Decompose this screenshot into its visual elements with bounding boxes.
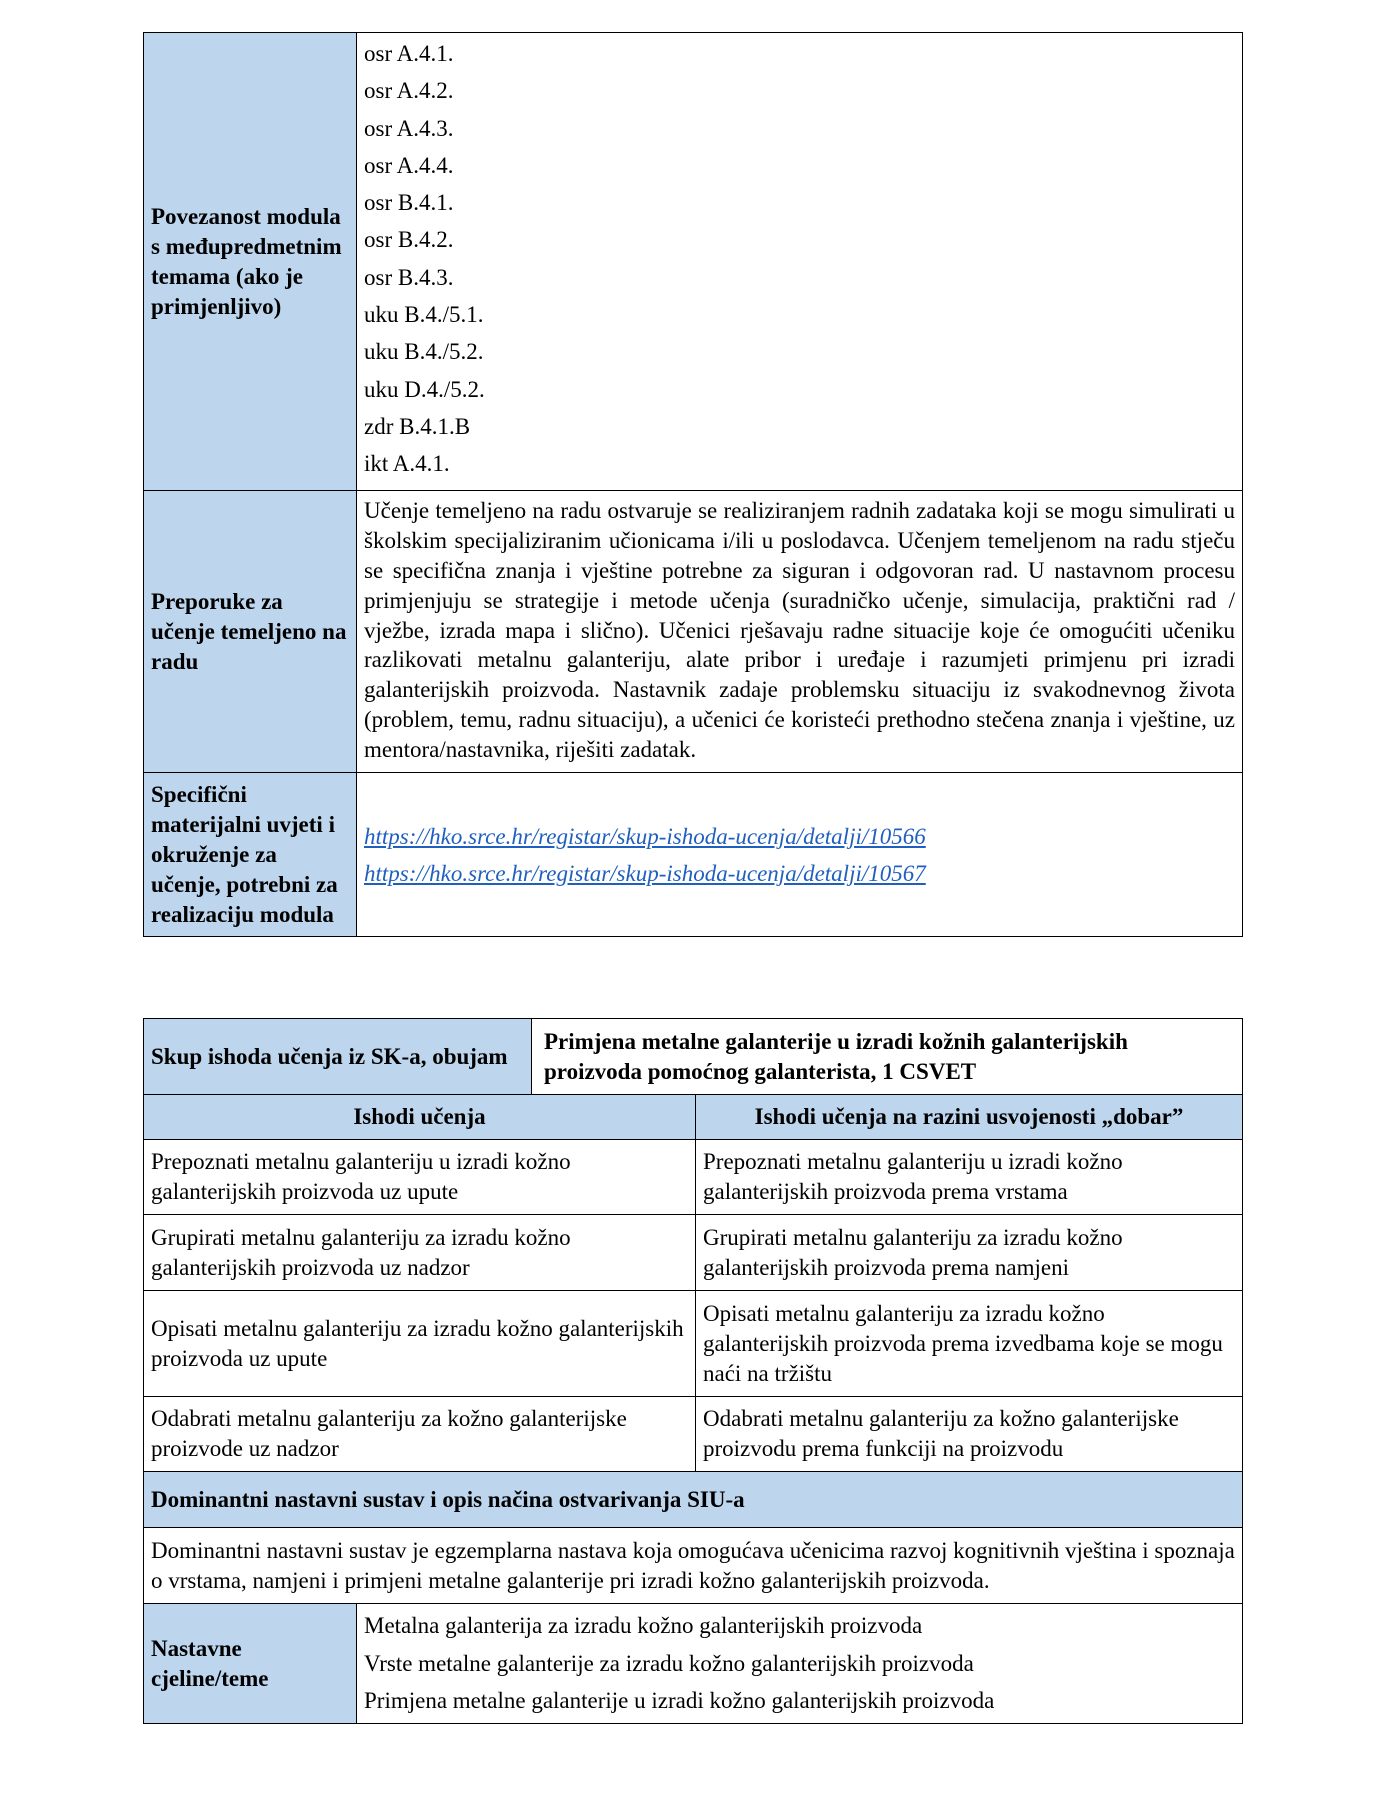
table-row [144,1604,1243,1724]
table-row [144,1528,1243,1604]
list-item: zdr B.4.1.B [364,413,471,439]
table-row [144,1140,1243,1215]
list-item: uku D.4./5.2. [364,376,485,402]
row-label: Povezanost modula s međupredmetnim temama (ako je primjenljivo) [144,33,357,491]
column-header: Ishodi učenja na razini usvojenosti „dobar” [696,1095,1243,1140]
links-cell [357,773,1243,937]
table-row [144,1291,1243,1397]
row-label: Specifični materijalni uvjeti i okruženje za učenje, potrebni za realizaciju modula [144,773,357,937]
registry-link[interactable]: https://hko.srce.hr/registar/skup-ishoda-ucenja/detalji/10566 [364,823,926,849]
module-info-table [143,32,1243,937]
list-item: osr A.4.2. [364,78,454,104]
table-row [144,491,1243,773]
learning-outcomes-table [143,1018,1243,1724]
units-cell [357,1604,1243,1724]
list-item: osr A.4.1. [364,41,454,66]
table-row [144,1472,1243,1528]
outcome-cell: Grupirati metalnu galanteriju za izradu kožno galanterijskih proizvoda uz nadzor [144,1215,696,1291]
list-item: uku B.4./5.1. [364,302,484,328]
table-row [144,33,1243,491]
table-row [144,1019,1243,1095]
row-label: Preporuke za učenje temeljeno na radu [144,491,357,773]
outcome-good-cell: Odabrati metalnu galanteriju za kožno galanterijske proizvodu prema funkciji na proizvodu [696,1397,1243,1472]
dominant-system-text: Dominantni nastavni sustav je egzemplarna nastava koja omogućava učenicima razvoj kognitivnih vještina i spoznaja o vrstama, namjeni i primjeni metalne galanterije pri izradi kožno galanterijskih proizvoda. [144,1528,1243,1604]
list-item: osr B.4.2. [364,227,454,253]
outcome-good-cell: Prepoznati metalnu galanteriju u izradi kožno galanterijskih proizvoda prema vrstama [696,1140,1243,1215]
table-row [144,1095,1243,1140]
list-item: Metalna galanterija za izradu kožno galanterijskih proizvoda [364,1613,923,1639]
list-item: Primjena metalne galanterije u izradi kožno galanterijskih proizvoda [364,1688,995,1714]
units-label: Nastavne cjeline/teme [144,1604,357,1724]
column-header: Ishodi učenja [144,1095,696,1140]
codes-list [364,33,1235,485]
list-item: osr B.4.3. [364,264,454,290]
table-row [144,773,1243,937]
cross-curricular-codes-cell [357,33,1243,491]
table-row [144,1215,1243,1291]
set-value: Primjena metalne galanterije u izradi kožnih galanterijskih proizvoda pomoćnog galanterista, 1 CSVET [532,1019,1243,1095]
outcome-cell: Odabrati metalnu galanteriju za kožno galanterijske proizvode uz nadzor [144,1397,696,1472]
outcome-good-cell: Opisati metalnu galanteriju za izradu kožno galanterijskih proizvoda prema izvedbama koje se mogu naći na tržištu [696,1291,1243,1397]
outcome-cell: Prepoznati metalnu galanteriju u izradi kožno galanterijskih proizvoda uz upute [144,1140,696,1215]
outcome-cell: Opisati metalnu galanteriju za izradu kožno galanterijskih proizvoda uz upute [144,1291,696,1397]
set-label: Skup ishoda učenja iz SK-a, obujam [144,1019,532,1095]
list-item: ikt A.4.1. [364,451,450,477]
list-item: osr A.4.4. [364,152,454,178]
table-row [144,1397,1243,1472]
list-item: Vrste metalne galanterije za izradu kožno galanterijskih proizvoda [364,1650,974,1676]
outcome-good-cell: Grupirati metalnu galanteriju za izradu kožno galanterijskih proizvoda prema namjeni [696,1215,1243,1291]
dominant-system-header: Dominantni nastavni sustav i opis načina ostvarivanja SIU-a [144,1472,1243,1528]
list-item: uku B.4./5.2. [364,339,484,365]
registry-link[interactable]: https://hko.srce.hr/registar/skup-ishoda-ucenja/detalji/10567 [364,860,926,886]
work-based-learning-text: Učenje temeljeno na radu ostvaruje se realiziranjem radnih zadataka koji se mogu simulirati u školskim specijaliziranim učionicama i/ili u poslodavca. Učenjem temeljenom na radu stječu se specifična znanja i vještine potrebne za siguran i odgovoran rad. U nastavnom procesu primjenjuju se strategije i metode učenja (suradničko učenje, simulacija, praktični rad / vježbe, izrada mapa i slično). Učenici rješavaju radne situacije koje će omogućiti učeniku razlikovati metalnu galanteriju, alate pribor i uređaje i razumjeti primjenu pri izradi galanterijskih proizvoda. Nastavnik zadaje problemsku situaciju iz svakodnevnog života (problem, temu, radnu situaciju), a učenici će koristeći prethodno stečena znanja i vještine, uz mentora/nastavnika, riješiti zadatak. [357,491,1243,773]
list-item: osr A.4.3. [364,115,454,141]
list-item: osr B.4.1. [364,190,454,216]
